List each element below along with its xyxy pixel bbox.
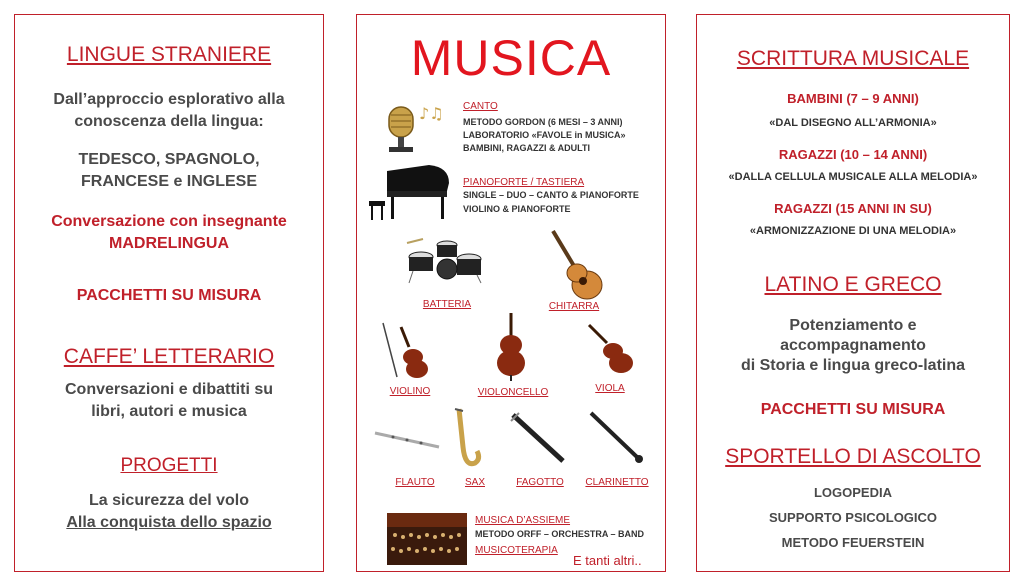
supporto-psicologico: SUPPORTO PSICOLOGICO [768, 510, 938, 525]
metodo-feuerstein: METODO FEUERSTEIN [781, 535, 925, 550]
viola-icon [585, 321, 637, 379]
fagotto-label: FAGOTTO [516, 477, 564, 488]
ragazzi-15-sub: «ARMONIZZAZIONE DI UNA MELODIA» [749, 225, 957, 237]
center-panel [356, 14, 666, 572]
right-pacchetti-su-misura: PACCHETTI SU MISURA [760, 401, 946, 418]
pianoforte-title: PIANOFORTE / TASTIERA [463, 177, 585, 188]
clarinet-icon [587, 409, 645, 467]
ragazzi-10-14-heading: RAGAZZI (10 – 14 ANNI) [778, 147, 928, 162]
lingue-desc-line2: conoscenza della lingua: [74, 113, 264, 130]
lingue-desc-line1: Dall’approccio esplorativo alla [53, 91, 285, 108]
saxophone-icon [445, 407, 485, 473]
ragazzi-10-14-sub: «DALLA CELLULA MUSICALE ALLA MELODIA» [728, 171, 978, 183]
flauto-label: FLAUTO [395, 477, 435, 488]
latino-line2: accompagnamento [780, 337, 926, 354]
musica-title: MUSICA [410, 30, 612, 86]
chitarra-label: CHITARRA [548, 301, 600, 312]
latino-line3: di Storia e lingua greco-latina [740, 357, 966, 374]
canto-line3: BAMBINI, RAGAZZI & ADULTI [463, 143, 590, 153]
pianoforte-line2: VIOLINO & PIANOFORTE [463, 204, 571, 214]
musica-assieme-line1: METODO ORFF – ORCHESTRA – BAND [475, 529, 645, 539]
orchestra-photo [387, 513, 467, 565]
viola-label: VIOLA [595, 383, 625, 394]
canto-title: CANTO [463, 101, 498, 112]
svg-text:♪♫: ♪♫ [419, 104, 444, 123]
tanti-altri: E tanti altri.. [573, 553, 642, 568]
right-panel [696, 14, 1010, 572]
cello-icon [491, 311, 531, 381]
microphone-icon [379, 101, 444, 159]
pacchetti-su-misura: PACCHETTI SU MISURA [76, 287, 262, 304]
caffe-desc-line2: libri, autori e musica [91, 403, 247, 420]
languages-line2: FRANCESE e INGLESE [80, 173, 258, 190]
latino-line1: Potenziamento e [789, 317, 917, 334]
batteria-label: BATTERIA [422, 299, 472, 310]
pianoforte-line1: SINGLE – DUO – CANTO & PIANOFORTE [463, 190, 639, 200]
guitar-icon [547, 227, 607, 307]
progetti-title: PROGETTI [120, 455, 218, 476]
left-panel [14, 14, 324, 572]
violino-label: VIOLINO [389, 386, 431, 397]
latino-greco-title: LATINO E GRECO [764, 273, 942, 296]
sportello-ascolto-title: SPORTELLO DI ASCOLTO [725, 445, 981, 468]
caffe-desc-line1: Conversazioni e dibattiti su [64, 381, 274, 398]
violoncello-label: VIOLONCELLO [477, 387, 549, 398]
sax-label: SAX [464, 477, 485, 488]
scrittura-musicale-title: SCRITTURA MUSICALE [736, 47, 970, 70]
progetti-line2: Alla conquista dello spazio [66, 514, 272, 531]
canto-line2: LABORATORIO «FAVOLE in MUSICA» [463, 130, 626, 140]
flute-icon [373, 427, 443, 451]
bassoon-icon [509, 411, 569, 467]
progetti-line1: La sicurezza del volo [88, 492, 250, 509]
conversazione-line2: MADRELINGUA [109, 235, 229, 252]
canto-line1: METODO GORDON (6 MESI – 3 ANNI) [463, 117, 623, 127]
ragazzi-15-heading: RAGAZZI (15 ANNI IN SU) [774, 201, 932, 216]
logopedia: LOGOPEDIA [813, 485, 892, 500]
musicoterapia-label: MUSICOTERAPIA [475, 545, 558, 556]
caffe-letterario-title: CAFFE’ LETTERARIO [63, 345, 275, 368]
drum-kit-icon [403, 235, 487, 285]
clarinetto-label: CLARINETTO [585, 477, 649, 488]
bambini-sub: «DAL DISEGNO ALL’ARMONIA» [769, 117, 937, 129]
languages-line1: TEDESCO, SPAGNOLO, [78, 151, 260, 168]
grand-piano-icon [369, 161, 453, 223]
bambini-heading: BAMBINI (7 – 9 ANNI) [787, 91, 919, 106]
musica-assieme-title: MUSICA D’ASSIEME [475, 515, 571, 526]
lingue-straniere-title: LINGUE STRANIERE [66, 43, 272, 66]
violin-icon [379, 321, 429, 383]
conversazione-line1: Conversazione con insegnante [51, 213, 287, 230]
